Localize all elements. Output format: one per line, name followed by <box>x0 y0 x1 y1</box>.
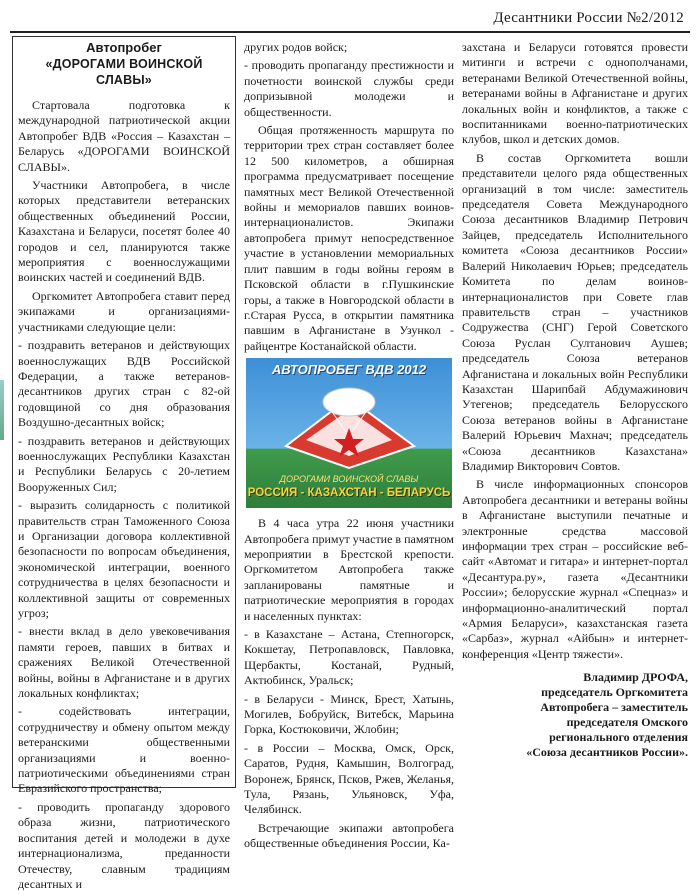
column-3 <box>462 40 688 760</box>
header-rule <box>10 31 690 33</box>
article-title <box>18 40 230 88</box>
goal-item: - проводить пропаганду здорового образа жизни, патриотического воспитания детей и молодежи в духе интернационализма, преданности Отечеству, славным традициям десантных и <box>18 799 230 891</box>
city-list: - в России – Москва, Омск, Орск, Саратов, Рудня, Камышин, Волгоград, Воронеж, Брянск, Псков, Ржев, Желанья, Тула, Рязань, Ульяновск, Уфа, Челябинск. <box>244 740 454 817</box>
author-signature <box>462 670 688 760</box>
goal-item: других родов войск; <box>244 40 348 54</box>
author-name: Владимир ДРОФА, <box>583 670 688 685</box>
banner-countries: РОССИЯ - КАЗАХСТАН - БЕЛАРУСЬ <box>247 487 451 500</box>
author-title-line: «Союза десантников России». <box>526 745 688 760</box>
paragraph: Стартовала подготовка к международной патриотической акции Автопробег ВДВ «Россия – Казахстан – Беларусь «ДОРОГАМИ ВОИНСКОЙ СЛАВЫ». <box>18 98 230 174</box>
paragraph: В 4 часа утра 22 июня участники Автопробега примут участие в памятном мероприятии в Брестской крепости. Оргкомитетом Автопробега также запланированы памятные и патриотические мероприятия в городах и населенных пунктах: <box>244 516 454 623</box>
goal-item: - проводить пропаганду престижности и почетности воинской службы среди допризывной молодежи и общественности. <box>244 58 454 119</box>
rally-banner-image <box>246 358 452 508</box>
paragraph: Участники Автопробега, в числе которых представители ветеранских общественных объединений России, Казахстана и Беларуси, посетят более 40 городов и сел, планируются также мероприятия с военнослужащими воинских частей и соединений ВДВ. <box>18 178 230 285</box>
page-header <box>10 8 690 32</box>
goal-item: - поздравить ветеранов и действующих военнослужащих ВДВ Российской Федерации, а также ветеранов-десантников других стран с 82-ой годовщиной со дня образования Воздушно-десантных войск; <box>18 338 230 430</box>
goal-item: - поздравить ветеранов и действующих военнослужащих Республики Казахстан и Республики Беларусь с 20-летием Вооруженных Сил; <box>18 433 230 494</box>
goal-item: - внести вклад в дело увековечивания памяти героев, павших в битвах и сражениях Великой Отечественной войны, войны в Афганистане и в других локальных конфликтах; <box>18 624 230 701</box>
column-2 <box>244 40 454 855</box>
author-title-line: председателя Омского <box>566 715 688 730</box>
banner-subtitle: ДОРОГАМИ ВОИНСКОЙ СЛАВЫ <box>279 474 419 485</box>
column-1 <box>18 40 230 895</box>
city-list: - в Казахстане – Астана, Степногорск, Кокшетау, Петропавловск, Павловка, Щербакты, Костанай, Рудный, Актюбинск, Уральск; <box>244 626 454 688</box>
publication-title: Десантники России №2/2012 <box>493 10 684 26</box>
city-list: - в Беларуси - Минск, Брест, Хатынь, Могилев, Бобруйск, Витебск, Марьина Горка, Костюковичи, Жлобин; <box>244 691 454 737</box>
paragraph: захстана и Беларуси готовятся провести митинги и встречи с однополчанами, ветеранами Великой Отечественной войны, ветеранами войны в Афганистане и других локальных войн и конфликтов, а также с воспитанниками военно-патриотических клубов, школ и детских домов. <box>462 40 688 147</box>
goal-item: - содействовать интеграции, сотрудничеству и обмену опытом между ветеранскими общественными организациями и военно-патриотическими объединениями стран Евразийского пространства; <box>18 704 230 796</box>
banner-title: АВТОПРОБЕГ ВДВ 2012 <box>271 362 427 378</box>
paragraph: Общая протяженность маршрута по территории трех стран составляет более 12 500 километров, а обширная программа предусматривает посещение памятных мест Великой Отечественной войны и мемориалов павших воинов-интернационалистов. Экипажи автопробега примут непосредственное участие в установлении мемориальных плит павшим в годы войны героям в Псковской области в г.Пушкинские горы, а также в Новгородской области в г.Старая Русса, в открытии памятника павшим в Афганистане в Узункол - райцентре Костанайской области. <box>244 123 454 353</box>
goal-item: - выразить солидарность с политикой правительств стран Таможенного Союза и Организации договора коллективной безопасности по вопросам объединения, экономической интеграции, военного сотрудничества в целях безопасности и коллективной защиты от современных угроз; <box>18 498 230 620</box>
article-title-line1: Автопробег <box>86 40 162 55</box>
paragraph: Встречающие экипажи автопробега общественные объединения России, Ка- <box>244 820 454 851</box>
paragraph: В состав Оргкомитета вошли представители целого ряда общественных организаций в том числе: заместитель председателя Совета Международного Союза десантников Владимир Петрович Зайцев, председатель Исполнительного комитета «Союза десантников России» Валерий Николаевич Юрьев; председатель Комитета по делам воинов-интернационалистов при Совете глав правительств стран – участников Содружества (СНГ) Герой Советского Союза Руслан Султанович Аушев; председатель Союза ветеранов Афганистана и локальных войн Республики Казахстан Шарипбай Абдумажинович Утегенов; председатель Белорусского Союза ветеранов войны в Афганистане Валерий Юрьевич Махнач; председатель «Союза десантников Казахстана» Владимир Викторович Совтов. <box>462 150 688 473</box>
author-title-line: регионального отделения <box>549 730 688 745</box>
page-edge-image <box>0 380 4 440</box>
paragraph: Оргкомитет Автопробега ставит перед экипажами и организациями-участниками следующие цели: <box>18 288 230 334</box>
author-title-line: Автопробега – заместитель <box>540 700 688 715</box>
article-title-line2: «ДОРОГАМИ ВОИНСКОЙ СЛАВЫ» <box>45 57 203 87</box>
paragraph: В числе информационных спонсоров Автопробега десантники и ветераны войны в Афганистане выступили печатные и электронные средства массовой информации трех стран – российские веб-сайт «Автомат и гитара» и интернет-портал «Десантура.ру», газета «Десантники России»; белорусские журнал «Спецназ» и информационно-аналитический портал «Армия Беларуси», казахстанская газета «Сарбаз», журнал «Айбын» и интернет-конференция «Центр тяжести». <box>462 477 688 661</box>
author-title-line: председатель Оргкомитета <box>541 685 688 700</box>
